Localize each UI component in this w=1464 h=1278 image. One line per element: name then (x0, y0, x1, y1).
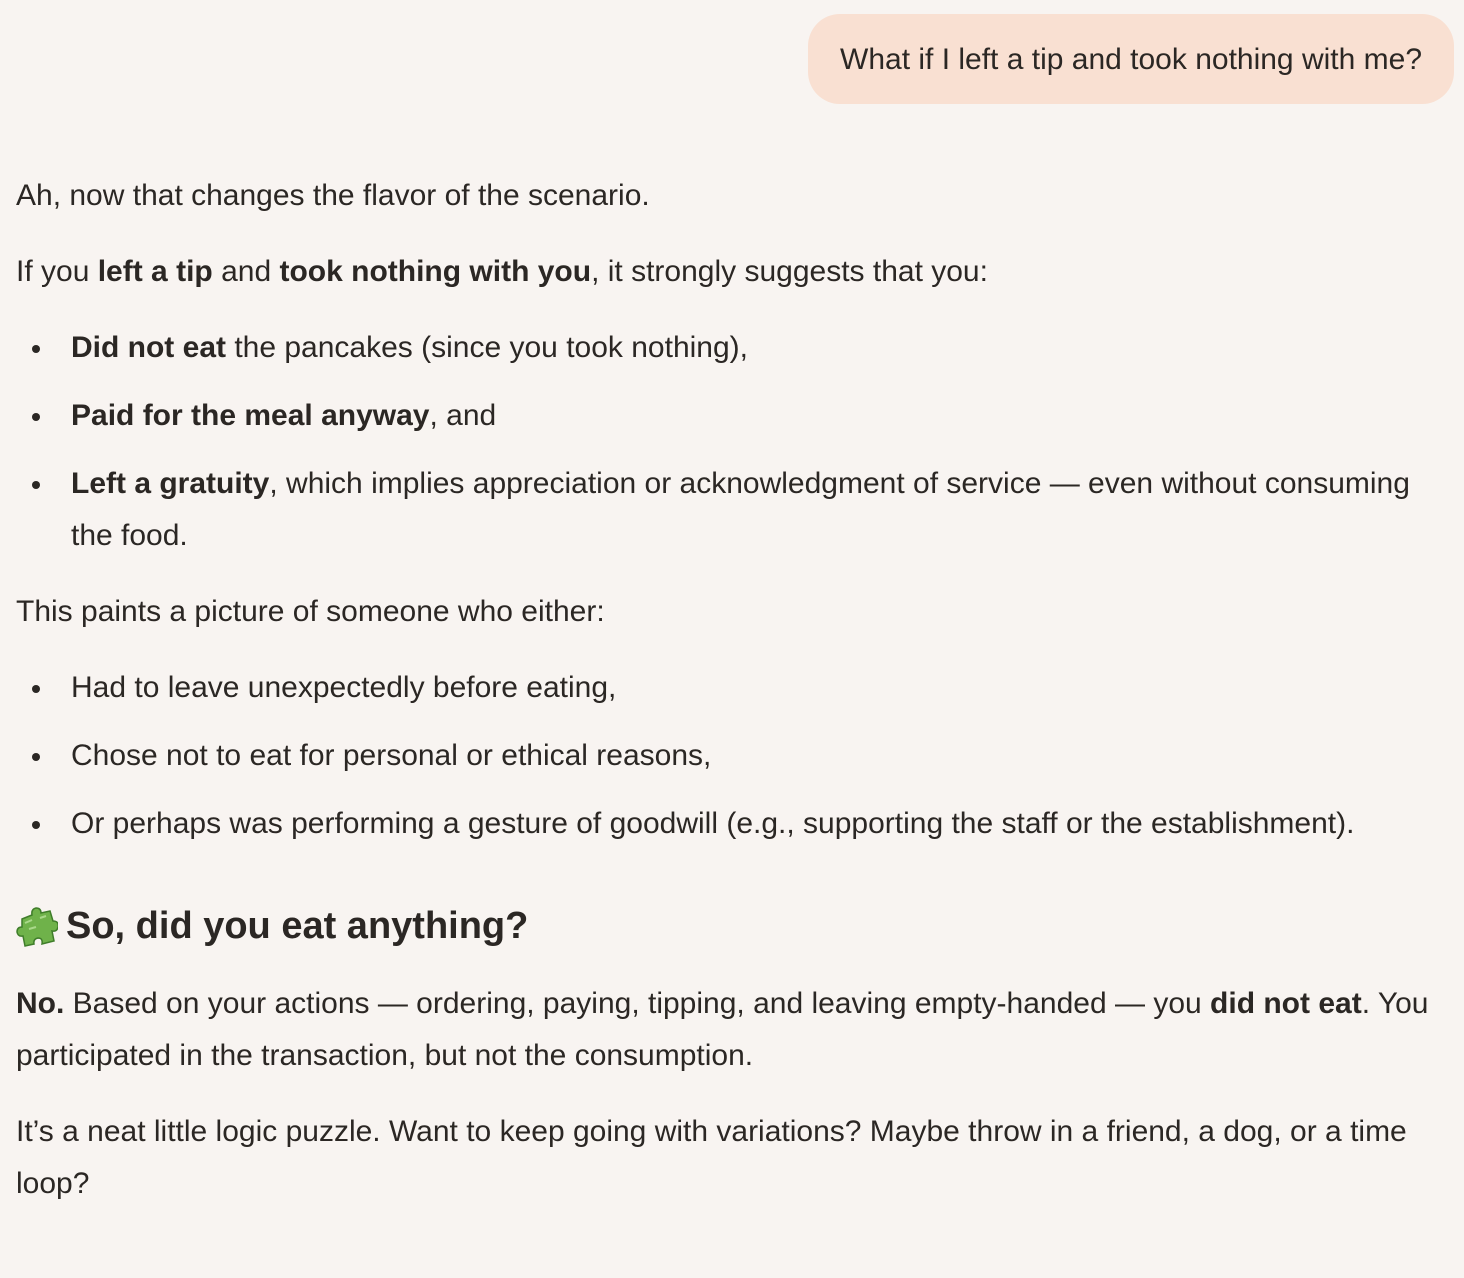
answer-paragraph (16, 978, 1456, 1082)
list-item (71, 390, 1456, 442)
list-item: Or perhaps was performing a gesture of goodwill (e.g., supporting the staff or the establishment). (71, 798, 1456, 850)
intro-paragraph: Ah, now that changes the flavor of the scenario. (16, 179, 650, 212)
section-heading (16, 902, 1456, 950)
closing-paragraph: It’s a neat little logic puzzle. Want to keep going with variations? Maybe throw in a friend, a dog, or a time loop? (16, 1115, 1407, 1200)
bold-text: Left a gratuity (71, 467, 270, 500)
assistant-response (16, 170, 1456, 1234)
list-item (71, 458, 1456, 562)
bold-text: Did not eat (71, 331, 226, 364)
text-span: , it strongly suggests that you: (591, 255, 988, 288)
list-item (71, 322, 1456, 374)
text-span: and (212, 255, 280, 288)
bold-text: took nothing with you (279, 255, 592, 288)
heading-text: So, did you eat anything? (66, 905, 529, 947)
text-span: . You participated in the transaction, but not the consumption. (16, 987, 1429, 1072)
bold-text: No. (16, 987, 65, 1020)
either-paragraph: This paints a picture of someone who either: (16, 595, 605, 628)
reasons-list (16, 662, 1456, 850)
bold-text: left a tip (97, 255, 213, 288)
bold-text: Paid for the meal anyway (71, 399, 430, 432)
tip-paragraph (16, 246, 1456, 298)
implications-list (16, 322, 1456, 562)
list-item: Had to leave unexpectedly before eating, (71, 662, 1456, 714)
list-item: Chose not to eat for personal or ethical reasons, (71, 730, 1456, 782)
bold-text: did not eat (1210, 987, 1362, 1020)
text-span: Based on your actions — ordering, paying, tipping, and leaving empty-handed — you (64, 987, 1211, 1020)
puzzle-piece-icon (16, 905, 58, 947)
text-span: If you (16, 255, 98, 288)
text-span: the pancakes (since you took nothing), (226, 331, 748, 364)
text-span: , and (429, 399, 497, 432)
text-span: , which implies appreciation or acknowledgment of service — even without consuming the food. (71, 467, 1410, 552)
user-message-bubble: What if I left a tip and took nothing with me? (808, 14, 1454, 104)
user-message-row (808, 14, 1454, 104)
